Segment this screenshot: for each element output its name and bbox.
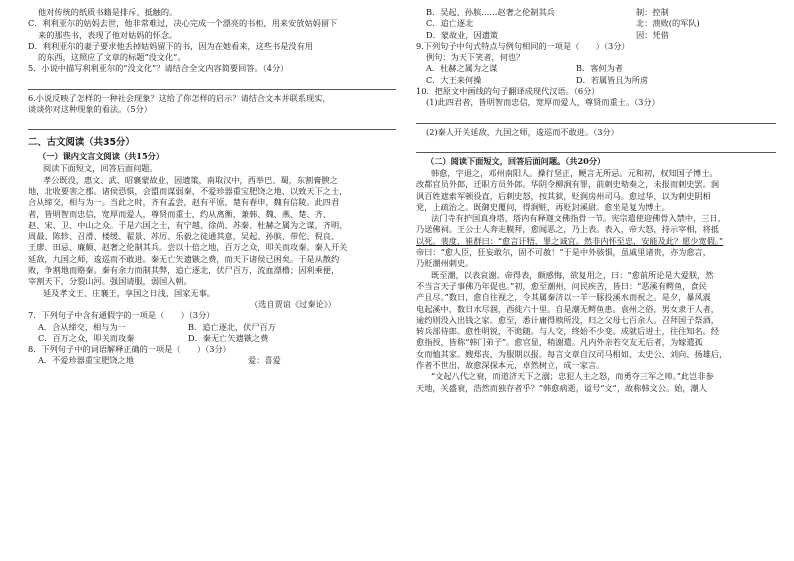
passage-line: 转兵部侍郎。愈性明锐，不诡随。与人交，终始不少变。成就后进士，往往知名。经 (416, 327, 719, 337)
passage-line: 赵、宋、卫、中山之众。于是六国之士，有宁越、徐尚、苏秦、杜赫之属为之谋，齐明、 (28, 220, 348, 230)
passage-line: 逾约则没入出钱之家。愈至，悉计庸得赎所没，归之父母七百余人。召拜国子祭酒， (416, 315, 719, 325)
q9-options-row (416, 76, 776, 87)
read-prompt: 阅读下面短文，回答后面问题。 (43, 164, 158, 174)
question-7: 7．下列句子中含有通假字的一项是（ ）（3分） (28, 311, 215, 321)
q4-option-c: C．利利亚尔的姑妈去世，他非常难过，决心完成一个漂亮的书柜，用来安放姑妈留下 (28, 19, 338, 29)
passage-line: 党，上疏治之。既御史覆问，得涧赃，再贬封溪尉。愈坐是复为博士。 (416, 202, 670, 212)
passage-line: 宰割天下，分裂山河。强国请服，弱国入朝。 (28, 277, 192, 287)
passage-line: 电起溪中，数日水尽涸，西徙六十里。自是潮无鳄鱼患。袁州之俗，男女隶于人者， (416, 304, 719, 314)
passage-line: 孝公既没，惠文、武、昭襄蒙故业，因遗策，南取汉中，西举巴、蜀，东割膏腴之 (43, 175, 338, 185)
q7-options-row (28, 334, 396, 345)
q7-option-d[interactable]: D．秦无亡矢遗镞之费 (188, 332, 269, 343)
passage-line: 者，皆明智而忠信，宽厚而爱人，尊贤而重士，约从离衡，兼韩、魏、燕、楚、齐、 (28, 209, 331, 219)
subsection-heading: （二）阅读下面短文，回答后面问题。（共20分） (426, 155, 606, 166)
q9-option-d[interactable]: D．若属皆且为所虏 (576, 74, 649, 85)
q9-option-b[interactable]: B．客何为者 (576, 63, 623, 74)
answer-line[interactable] (28, 78, 396, 90)
passage-line: 败，争割地而赂秦。秦有余力而制其弊，追亡逐北，伏尸百万，流血漂橹；因利乘便， (28, 266, 340, 276)
passage-line: “文起八代之衰，而道济天下之溺；忠犯人主之怒，而勇夺三军之帅。”此岂非参 (431, 372, 714, 382)
passage-line: 地，北收要害之郡。诸侯恐惧，会盟而谋弱秦，不爱珍器重宝肥饶之地，以致天下之士， (28, 186, 348, 196)
passage-line-underlined: 以死。裴度、崔群曰：“愈言讦牾，罪之诚宜。然非内怀至忠，安能及此？愿少宽假。” (416, 236, 724, 246)
q8-option-gloss: 爱：喜爱 (248, 355, 281, 366)
q8-option-gloss: 因：凭借 (636, 29, 669, 40)
answer-line[interactable] (416, 112, 776, 124)
passage-line: 乃贬潮州刺史。 (416, 259, 474, 269)
q8-option-phrase: D．蒙故业，因遗策 (426, 29, 499, 40)
passage-line: 帝曰：“愈人臣，狂妄敢尔，固不可赦！”于是中外骇惧，虽戚里诸贵，亦为愈言， (416, 248, 711, 258)
passage-guoqinlun (28, 176, 396, 300)
q8-option-phrase: C．追亡逐北 (426, 18, 474, 29)
subsection-heading: （一）课内文言文阅读（共15分） (38, 151, 165, 162)
question-6: 6.小说反映了怎样的一种社会现象？这给了你怎样的启示？请结合文本并联系现实， (28, 93, 331, 103)
passage-line: 周最、陈轸、召滑、楼缓、翟景、苏厉、乐毅之徒通其意，吴起、孙膑、带佗、倪良、 (28, 232, 340, 242)
q9-option-c[interactable]: C．大王来何操 (426, 74, 482, 85)
q9-option-a[interactable]: A．杜赫之属为之谋 (426, 63, 498, 74)
passage-line: 既至潮，以表哀谢。帝得表，颇感悔，欲复用之，曰：“愈前所论是大爱朕，然 (431, 270, 714, 280)
passage-line: 天地，关盛衰，浩然而独存者乎？”韩愈病逝，谥号“文”，故称韩文公。始，潮人 (416, 383, 707, 393)
left-column (28, 0, 396, 368)
answer-line[interactable] (416, 141, 776, 153)
answer-line[interactable] (28, 118, 396, 130)
passage-line: 作者不世出，故愈深探本元，卓然树立，成一家言。 (416, 361, 605, 371)
q4-option-line: 他对传统的纸质书籍是排斥、抵触的。 (38, 8, 178, 17)
q8-option-phrase: B．吴起、孙膑……赵奢之伦制其兵 (426, 7, 555, 17)
passage-line: 延敌，九国之师，逡巡而不敢进。秦无亡矢遗镞之费，而天下诸侯已困矣。于是从散约 (28, 254, 340, 264)
question-6-cont: 谈谈你对这种现象的看法。（5分） (28, 105, 152, 115)
q7-option-b[interactable]: B．追亡逐北，伏尸百万 (188, 321, 276, 332)
question-8: 8．下列句子中的词语解释正确的一项是（ ）（3分） (28, 345, 231, 355)
q4-option-line: 来的那些书，表现了他对姑妈的怀念。 (38, 30, 178, 40)
q4-option-line: 的东西，这照应了文章的标题“没文化”。 (38, 53, 186, 63)
q9-example: 例句：为天下笑者，何也？ (426, 53, 525, 63)
passage-line: 不当言天子事佛乃年促也。”初，愈至潮州，问民疾苦，皆曰：“恶溪有鳄鱼，食民 (416, 281, 707, 291)
passage-han-yu (416, 169, 776, 395)
passage-line: 女而恤其家。嫂郑丧，为服期以报。每言文章自汉司马相如、太史公、刘向、扬雄后， (416, 349, 728, 359)
q7-option-a[interactable]: A．合从缔交，相与为一 (38, 321, 126, 332)
q8-option-d[interactable] (416, 31, 776, 42)
passage-line: 王廖、田忌、廉颇、赵奢之伦制其兵。尝以十倍之地，百万之众，叩关而攻秦。秦人开关 (28, 243, 348, 253)
q10-part-2: (2)秦人开关延敌，九国之师，逡巡而不敢进。（3分） (426, 127, 619, 137)
passage-line: 韩愈，字退之，邓州南阳人。操行坚正，鲠言无所忌。元和初，权知国子博士。 (431, 168, 718, 178)
passage-line: 延及孝文王、庄襄王，享国之日浅，国家无事。 (43, 288, 215, 298)
passage-line: 愈指授，皆称“韩门弟子”。愈官显，稍谢遣。凡内外亲若交友无后者，为嫁遣孤 (416, 338, 703, 348)
q8-option-a[interactable] (28, 356, 396, 367)
question-5: 5．小说中描写利利亚尔的“没文化”？请结合全文内容简要回答。（4分） (28, 64, 289, 74)
q8-option-gloss: 北：溃败(的军队) (636, 18, 700, 29)
passage-line: 法门寺有护国真身塔，塔内有释迦文佛指骨一节。宪宗遣使迎佛骨入禁中，三日， (431, 214, 726, 224)
passage-line: 改都官员外郎，迁职方员外郎。华阴令柳涧有罪，前刺史劾奏之，未报而刺史罢。涧 (416, 180, 719, 190)
question-10: 10．把原文中画线的句子翻译成现代汉语。（6分） (416, 87, 600, 97)
passage-line: 产且尽。”数日，愈自往视之，令其属秦济以一羊一豚投溪水而祝之。是夕，暴风震 (416, 293, 711, 303)
section-2-heading: 二、古文阅读（共35分） (28, 137, 135, 149)
passage-line: 讽百姓遮索军顿役直，后刺史怒，按其狱，贬涧房州司马。愈过华，以为刺史阴相 (416, 191, 711, 201)
passage-line: 乃送佛祠。王公士人奔走膜拜，愈闻恶之，乃上表。表入，帝大怒，持示宰相，将抵 (416, 225, 719, 235)
passage-line: 合从缔交，相与为一。当此之时，齐有孟尝，赵有平原，楚有春申，魏有信陵。此四君 (28, 198, 340, 208)
q4-option-d: D．利利亚尔的妻子要求他丢掉姑妈留下的书，因为在她看来，这些书是没有用 (28, 41, 313, 51)
q8-option-c[interactable] (416, 19, 776, 30)
right-column (416, 0, 776, 395)
question-9: 9.下列句子中句式特点与例句相同的一项是（ ）（3分） (416, 41, 630, 51)
q7-option-c[interactable]: C．百万之众，叩关而攻秦 (38, 332, 135, 343)
q8-option-phrase: A．不爱珍器重宝肥饶之地 (38, 355, 134, 366)
q8-option-gloss: 制：控制 (636, 7, 669, 17)
q10-part-1: (1)此四君者，皆明智而忠信，宽厚而爱人，尊贤而重士。（3分） (426, 98, 660, 108)
passage-source: （选自贾谊《过秦论》） (250, 299, 336, 309)
